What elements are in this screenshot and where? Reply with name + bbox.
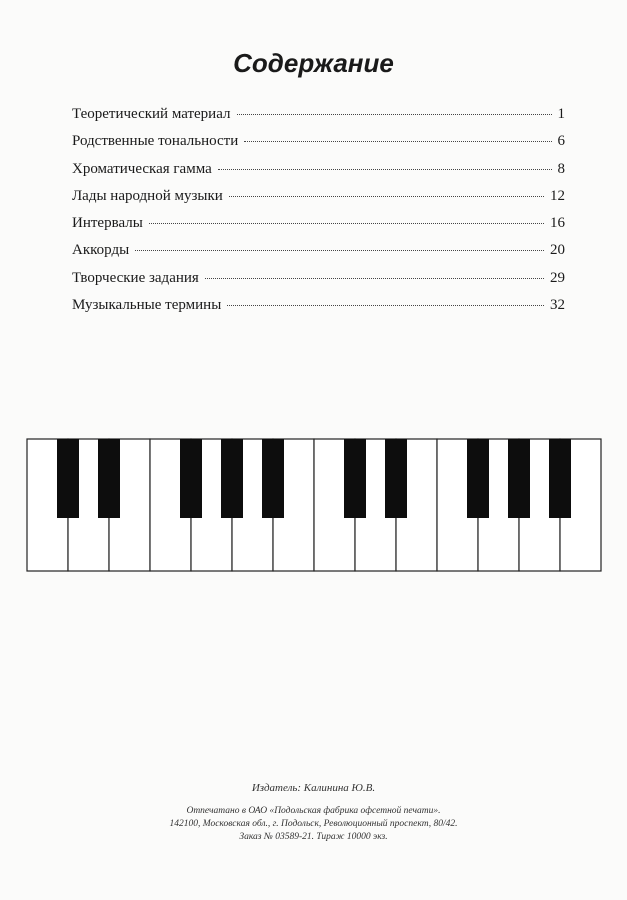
toc-entry-label: Теоретический материал (72, 106, 231, 122)
toc-entry-page: 6 (557, 133, 565, 150)
page-title: Содержание (233, 48, 394, 78)
black-key (467, 439, 489, 518)
toc-entry (72, 188, 565, 215)
black-key (549, 439, 571, 518)
table-of-contents (72, 106, 565, 324)
toc-entry-label: Музыкальные термины (72, 297, 222, 314)
toc-entry-label: Творческие задания (72, 269, 199, 286)
toc-entry-page: 20 (550, 242, 565, 259)
toc-entry-label: Интервалы (72, 215, 143, 232)
toc-entry-page: 16 (550, 215, 565, 232)
toc-entry-label: Аккорды (72, 242, 130, 259)
toc-entry-label: Родственные тональности (72, 133, 239, 150)
black-key (98, 439, 120, 518)
printing-info-line: 142100, Московская обл., г. Подольск, Революционный проспект, 80/42. (169, 819, 458, 829)
toc-leader-dots (244, 141, 551, 142)
toc-entry (72, 297, 565, 324)
toc-entry (72, 106, 565, 133)
printing-info-line: Заказ № 03589-21. Тираж 10000 экз. (239, 832, 388, 842)
black-key (262, 439, 284, 518)
toc-entry-page: 1 (557, 106, 565, 122)
toc-entry-page: 32 (550, 297, 565, 314)
toc-entry-page: 12 (550, 187, 565, 204)
toc-entry (72, 215, 565, 242)
black-key (508, 439, 530, 518)
toc-entry-page: 8 (557, 160, 565, 177)
toc-entry (72, 161, 565, 188)
printing-info (0, 805, 627, 844)
toc-entry-page: 29 (550, 269, 565, 286)
black-key (385, 439, 407, 518)
black-key (221, 439, 243, 518)
toc-entry-label: Лады народной музыки (72, 187, 223, 204)
toc-leader-dots (218, 169, 552, 170)
black-key (344, 439, 366, 518)
toc-entry (72, 133, 565, 160)
toc-entry-label: Хроматическая гамма (72, 160, 212, 177)
toc-leader-dots (237, 114, 552, 115)
black-key (180, 439, 202, 518)
toc-leader-dots (205, 278, 544, 279)
toc-leader-dots (149, 223, 544, 224)
toc-leader-dots (229, 196, 544, 197)
toc-entry (72, 242, 565, 269)
toc-entry (72, 270, 565, 297)
printing-info-line: Отпечатано в ОАО «Подольская фабрика офсетной печати». (186, 806, 441, 816)
publisher-line: Издатель: Калинина Ю.В. (251, 782, 376, 794)
toc-leader-dots (227, 305, 544, 306)
toc-leader-dots (135, 250, 544, 251)
piano-keyboard-illustration (26, 438, 602, 572)
black-key (57, 439, 79, 518)
